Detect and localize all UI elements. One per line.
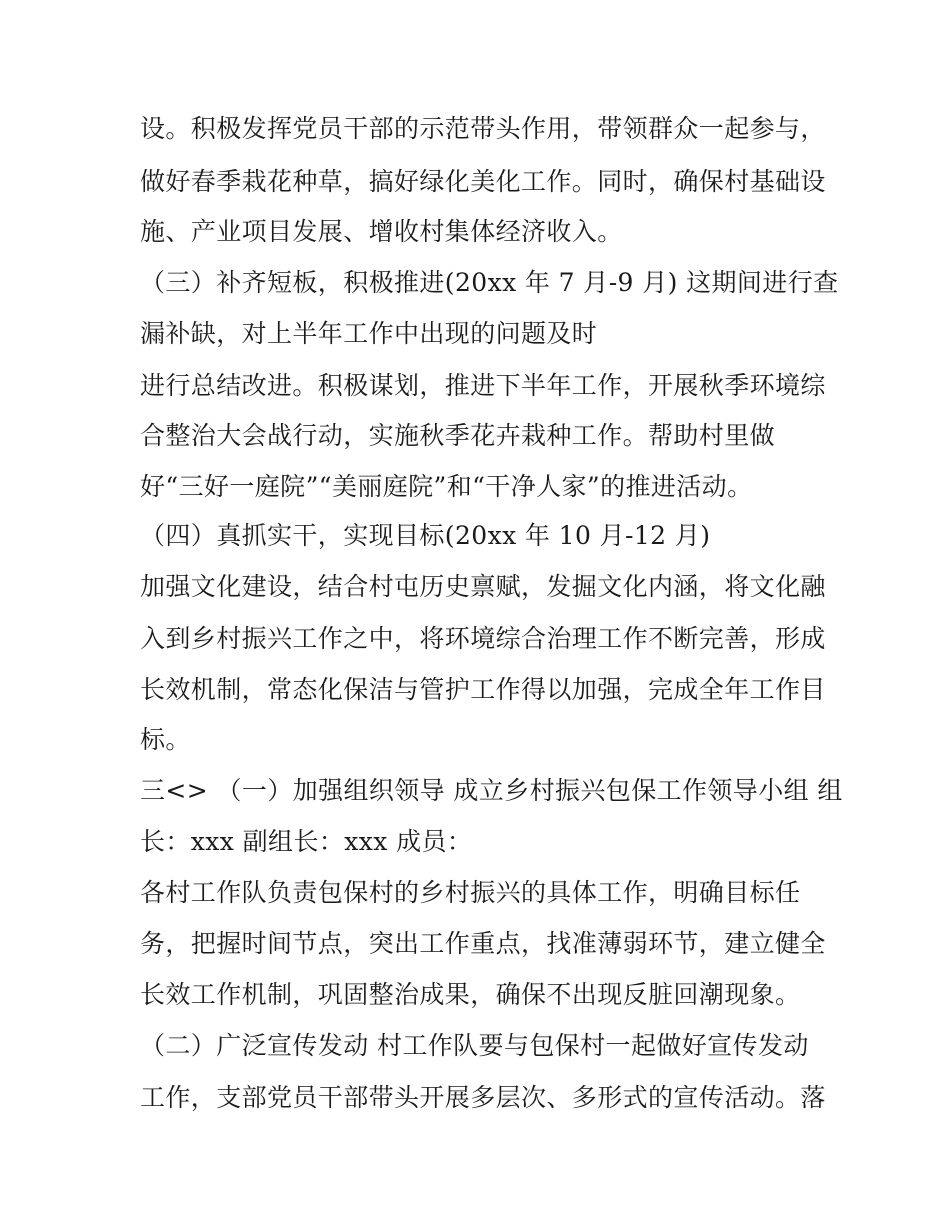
text-line: 长：xxx 副组长：xxx 成员： <box>140 827 473 856</box>
text-line: 入到乡村振兴工作之中，将环境综合治理工作不断完善，形成 <box>140 624 826 653</box>
text-line: 标。 <box>140 725 191 754</box>
text-line: 进行总结改进。积极谋划，推进下半年工作，开展秋季环境综 <box>140 371 826 400</box>
text-line: 合整治大会战行动，实施秋季花卉栽种工作。帮助村里做 <box>140 421 776 450</box>
text-line: 好“三好一庭院”“美丽庭院”和“干净人家”的推进活动。 <box>140 472 753 501</box>
section-heading: （二）广泛宣传发动 村工作队要与包保村一起做好宣传发动 <box>140 1031 809 1060</box>
section-heading: （四）真抓实干，实现目标(20xx 年 10 月-12 月) <box>140 521 711 550</box>
text-line: 长效机制，常态化保洁与管护工作得以加强，完成全年工作目 <box>140 675 826 704</box>
text-line: 各村工作队负责包保村的乡村振兴的具体工作，明确目标任 <box>140 878 801 907</box>
text-line: 工作，支部党员干部带头开展多层次、多形式的宣传活动。落 <box>140 1083 826 1112</box>
text-line: 加强文化建设，结合村屯历史禀赋，发掘文化内涵，将文化融 <box>140 572 826 601</box>
text-line: 务，把握时间节点，突出工作重点，找准薄弱环节，建立健全 <box>140 929 826 958</box>
text-line: 设。积极发挥党员干部的示范带头作用，带领群众一起参与， <box>140 114 826 143</box>
section-heading: 三<> （一）加强组织领导 成立乡村振兴包保工作领导小组 组 <box>140 776 843 805</box>
text-line: 施、产业项目发展、增收村集体经济收入。 <box>140 217 623 246</box>
text-line: 漏补缺，对上半年工作中出现的问题及时 <box>140 319 598 348</box>
text-line: 做好春季栽花种草，搞好绿化美化工作。同时，确保村基础设 <box>140 167 826 196</box>
section-heading: （三）补齐短板，积极推进(20xx 年 7 月-9 月) 这期间进行查 <box>140 268 839 297</box>
text-line: 长效工作机制，巩固整治成果，确保不出现反脏回潮现象。 <box>140 980 801 1009</box>
